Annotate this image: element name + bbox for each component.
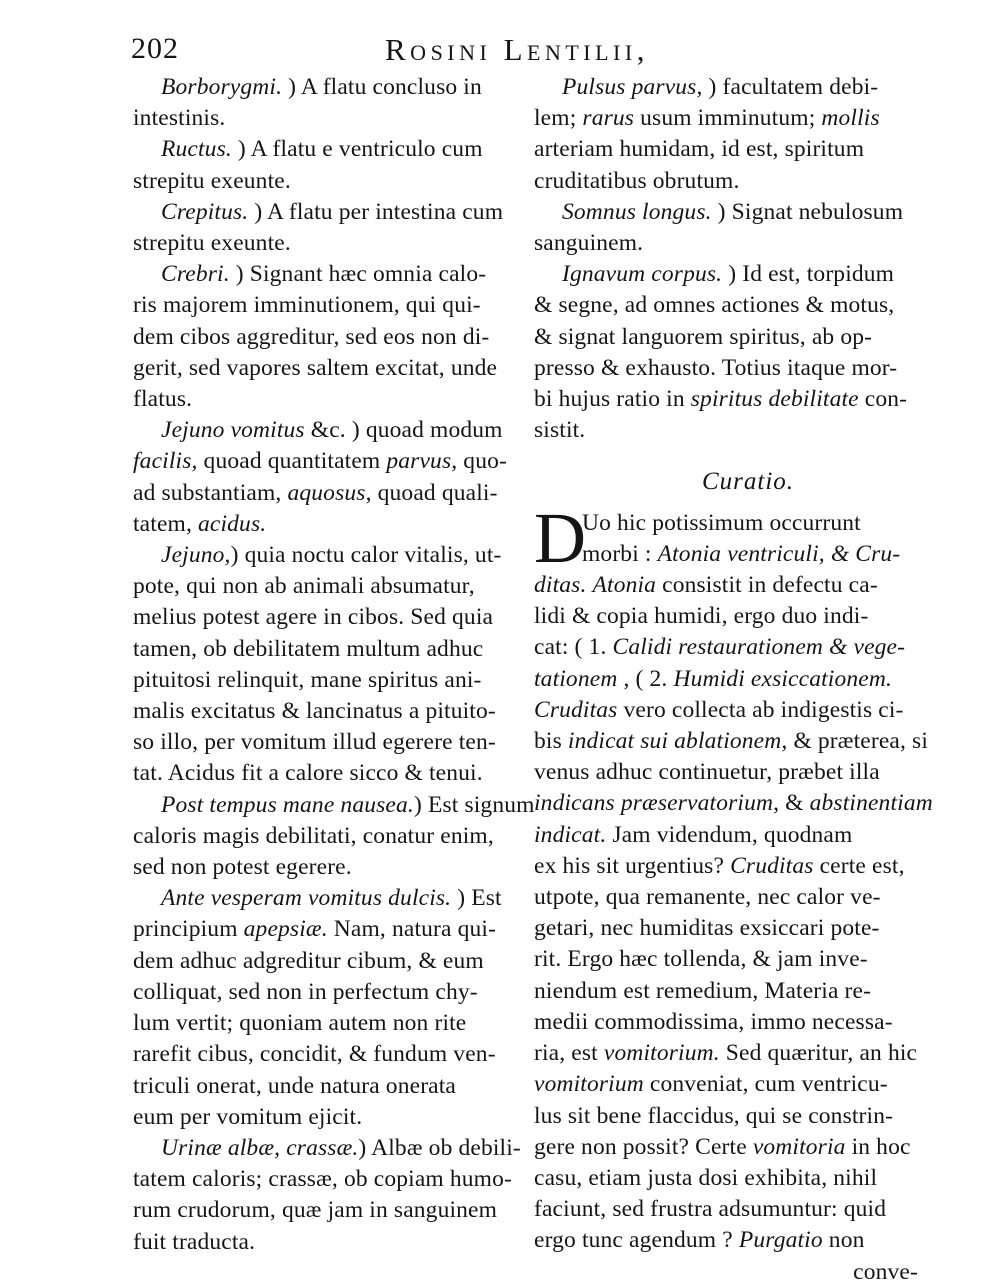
text-line [534,72,922,103]
roman-text: & præterea, si [787,728,929,755]
paragraph [534,72,922,197]
roman-text: tatem caloris; crassæ, ob copiam humo- [133,1166,512,1193]
roman-text: quo- [457,448,507,475]
roman-text: ria, est [534,1040,604,1067]
text-line [534,259,922,290]
roman-text: ) A flatu concluso in [282,74,482,100]
text-line [534,882,922,913]
roman-text: faciunt, sed frustra adsumuntur: quid [534,1196,887,1223]
italic-text: Post tempus mane nausea. [161,791,414,818]
text-line [534,913,922,944]
roman-text: Uo hic potissimum occurrunt [582,509,861,536]
text-line [534,1007,922,1038]
roman-text: Jam videndum, quodnam [606,821,853,848]
italic-text: Atonia ventriculi, & Cru- [657,540,901,567]
text-line [133,758,519,789]
text-line [133,1164,519,1195]
roman-text: &c. ) quoad modum [304,417,503,444]
roman-text: fuit traducta. [133,1228,256,1255]
roman-text: , & [773,790,810,817]
italic-text: acidus. [198,510,267,537]
roman-text: bi hujus ratio in [534,386,691,413]
italic-text: Ructus. [161,136,232,163]
italic-text: Calidi restaurationem & vege- [612,634,906,661]
roman-text: strepitu exeunte. [133,230,291,257]
text-line [534,570,922,601]
section-heading: Curatio. [701,468,795,496]
text-line [534,976,922,1007]
roman-text: pituitosi relinquit, mane spiritus ani- [133,666,482,693]
roman-text: cruditatibus obrutum. [534,167,740,194]
italic-text: vomitorium [534,1071,644,1098]
roman-text: melius potest agere in cibos. Sed quia [133,604,494,631]
text-line [534,1069,922,1100]
roman-text: gerit, sed vapores saltem excitat, unde [133,354,498,381]
roman-text: rum crudorum, quæ jam in sanguinem [133,1197,498,1224]
italic-text: Ignavum corpus. [562,261,723,288]
roman-text: conveniat, cum ventricu- [643,1071,888,1098]
roman-text: tamen, ob debilitatem multum adhuc [133,635,484,662]
italic-text: spiritus debilitate [690,386,859,413]
text-line [133,478,519,509]
roman-text: rit. Ergo hæc tollenda, & jam inve- [534,946,868,973]
roman-text: niendum est remedium, Materia re- [534,977,872,1004]
roman-text: , ( 2. [617,665,674,692]
running-header [0,28,1000,72]
text-line [534,695,922,726]
paragraph [133,415,519,540]
roman-text: bis [534,728,568,755]
text-line [133,1227,519,1258]
roman-text: usum imminutum; [634,105,822,132]
text-line [133,727,519,758]
roman-text: strepitu exeunte. [133,167,291,194]
roman-text: dem cibos aggreditur, sed eos non di- [133,323,490,350]
text-line [133,259,519,290]
text-line [133,1195,519,1226]
text-line [133,883,519,914]
roman-text: ) A flatu per intestina cum [248,198,504,225]
paragraph [133,134,519,196]
right-column-paragraphs [534,72,922,446]
italic-text: Humidi exsiccationem. [673,665,892,692]
roman-text: presso & exhausto. Totius itaque mor- [534,354,898,381]
roman-text: & segne, ad omnes actiones & motus, [534,292,895,319]
paragraph [534,259,922,446]
text-line [534,290,922,321]
text-line [133,134,519,165]
text-line [133,821,519,852]
text-line [133,1008,519,1039]
text-line [133,415,519,446]
paragraph [133,883,519,1133]
italic-text: Jejuno vomitus [161,417,305,444]
text-line [133,914,519,945]
italic-text: Cruditas [534,696,618,723]
roman-text: ) Signat nebulosum [711,198,904,225]
text-line [534,788,933,819]
italic-text: Somnus longus. [562,198,712,225]
text-line [534,601,922,632]
roman-text: sed non potest egerere. [133,854,352,881]
italic-text: Urinæ albæ, crassæ. [161,1134,359,1161]
roman-text: consistit in defectu ca- [656,572,878,599]
roman-text: , quoad quali- [365,479,498,506]
text-line [133,103,519,134]
roman-text: casu, etiam justa dosi exhibita, nihil [534,1164,878,1191]
italic-text: ditas. [534,572,587,599]
text-line [534,197,922,228]
italic-text: parvus, [386,448,458,475]
text-line [534,1225,922,1256]
text-line [133,322,519,353]
italic-text: aquosus [287,479,366,506]
paragraph [534,197,922,259]
text-line [534,415,922,446]
text-line [534,228,922,259]
roman-text: ergo tunc agendum ? [534,1227,739,1254]
roman-text: ) Id est, torpidum [722,261,895,288]
text-line [133,540,519,571]
running-title: Rosini Lentilii, [385,32,649,67]
page-number: 202 [131,32,179,65]
roman-text: lem; [534,105,583,132]
text-line [534,1194,922,1225]
roman-text: ) facultatem debi- [702,74,879,100]
text-line [133,602,519,633]
roman-text: eum per vomitum ejicit. [133,1103,363,1130]
text-line [133,790,535,821]
italic-text: Borborygmi. [161,74,283,100]
paragraph [133,790,535,884]
text-line [534,508,922,539]
text-line [133,384,519,415]
text-line [534,757,922,788]
curatio-paragraph [534,497,933,1257]
roman-text: getari, nec humiditas exsiccari pote- [534,915,880,942]
italic-text: abstinentiam [809,790,933,817]
text-line [133,197,519,228]
text-line [133,1133,519,1164]
roman-text: lidi & copia humidi, ergo duo indi- [534,603,869,630]
drop-cap: D [534,497,587,578]
roman-text: sanguinem. [534,230,644,257]
roman-text: dem adhuc adgreditur cibum, & eum [133,947,484,974]
text-line [133,446,519,477]
text-line [534,103,922,134]
italic-text: indicat. [534,821,607,848]
paragraph [133,197,519,259]
italic-text: tationem [534,665,618,692]
roman-text: vero collecta ab indigestis ci- [617,696,904,723]
text-line [534,539,922,570]
text-line [534,1163,922,1194]
roman-text: ) quia noctu calor vitalis, ut- [230,542,502,569]
text-line [534,166,922,197]
paragraph [133,259,519,415]
text-line [133,72,519,103]
text-line [534,322,922,353]
roman-text: utpote, qua remanente, nec calor ve- [534,884,881,911]
paragraph [133,1133,519,1258]
roman-text: venus adhuc continuetur, præbet illa [534,759,880,786]
roman-text: pote, qui non ab animali absumatur, [133,573,475,600]
roman-text: principium [133,916,244,943]
italic-text: Crebri. [161,261,230,288]
text-line [534,820,922,851]
text-line [133,228,519,259]
text-line [133,1102,519,1133]
italic-text: indicat sui ablationem, [567,728,788,755]
roman-text: malis excitatus & lancinatus a pituito- [133,698,496,725]
roman-text: so illo, per vomitum illud egerere ten- [133,729,496,756]
text-line [534,726,929,757]
roman-text: cat: ( 1. [534,634,613,661]
roman-text: ) Signant hæc omnia calo- [229,261,487,288]
roman-text: & signat languorem spiritus, ab op- [534,323,873,350]
roman-text: ris majorem imminutionem, qui qui- [133,292,481,319]
roman-text: tat. Acidus fit a calore sicco & tenui. [133,760,483,787]
italic-text: facilis, [133,448,198,475]
text-line [534,632,922,663]
roman-text: Sed quæritur, an hic [719,1040,918,1067]
catchword: conve- [853,1258,918,1285]
paragraph [133,72,519,134]
text-line [133,571,519,602]
roman-text: ) Est [451,885,502,912]
text-line [133,634,519,665]
text-line [133,353,519,384]
text-line [133,852,519,883]
roman-text: quoad quantitatem [197,448,387,475]
roman-text: lus sit bene flaccidus, qui se constrin- [534,1102,894,1129]
roman-text: lum vertit; quoniam autem non rite [133,1010,467,1037]
text-line [534,944,922,975]
text-line [133,1039,519,1070]
italic-text: Ante vesperam vomitus dulcis. [161,885,452,912]
text-line [534,353,922,384]
italic-text: Purgatio [738,1227,823,1254]
roman-text: ex his sit urgentius? [534,852,731,879]
text-line [534,851,922,882]
text-line [534,1101,922,1132]
text-line [133,509,519,540]
italic-text: Pulsus parvus, [562,74,703,100]
roman-text: rarefit cibus, concidit, & fundum ven- [133,1041,496,1068]
paragraph [133,540,519,790]
roman-text: medii commodissima, immo necessa- [534,1008,893,1035]
roman-text: flatus. [133,386,193,413]
roman-text: ) Est signum [413,791,535,818]
italic-text: Jejuno, [161,542,231,569]
roman-text: morbi : [582,540,658,567]
text-line [534,1038,922,1069]
italic-text: Atonia [592,572,657,599]
roman-text: intestinis. [133,105,226,132]
text-line [133,696,519,727]
roman-text: tatem, [133,510,198,537]
roman-text: Nam, natura qui- [327,916,497,943]
text-line [534,664,922,695]
text-line [133,665,519,696]
text-line [133,946,519,977]
italic-text: apepsiæ. [243,916,328,943]
italic-text: mollis [821,105,880,132]
italic-text: indicans præservatorium [534,790,774,817]
text-line [534,134,922,165]
italic-text: rarus [582,105,635,132]
text-line [133,1071,519,1102]
roman-text: arteriam humidam, id est, spiritum [534,136,865,163]
roman-text: con- [858,386,908,413]
text-line [133,290,519,321]
italic-text: Cruditas [730,852,814,879]
text-line [534,1132,922,1163]
roman-text: non [822,1227,865,1254]
roman-text: colliquat, sed non in perfectum chy- [133,978,478,1005]
left-column [133,72,535,1258]
text-line [534,384,922,415]
roman-text: ad substantiam, [133,479,288,506]
italic-text: Crepitus. [161,198,249,225]
italic-text: vomitorium. [603,1040,720,1067]
roman-text: ) A flatu e ventriculo cum [231,136,483,163]
roman-text: caloris magis debilitati, conatur enim, [133,822,494,849]
roman-text: sistit. [534,417,586,444]
roman-text: ) Albæ ob debili- [358,1134,521,1161]
right-column [534,72,933,1288]
roman-text: gere non possit? Certe [534,1133,753,1160]
roman-text: in hoc [845,1133,911,1160]
roman-text: triculi onerat, unde natura onerata [133,1072,457,1099]
text-line [133,977,519,1008]
roman-text: certe est, [813,852,905,879]
text-line [133,166,519,197]
italic-text: vomitoria [752,1133,846,1160]
